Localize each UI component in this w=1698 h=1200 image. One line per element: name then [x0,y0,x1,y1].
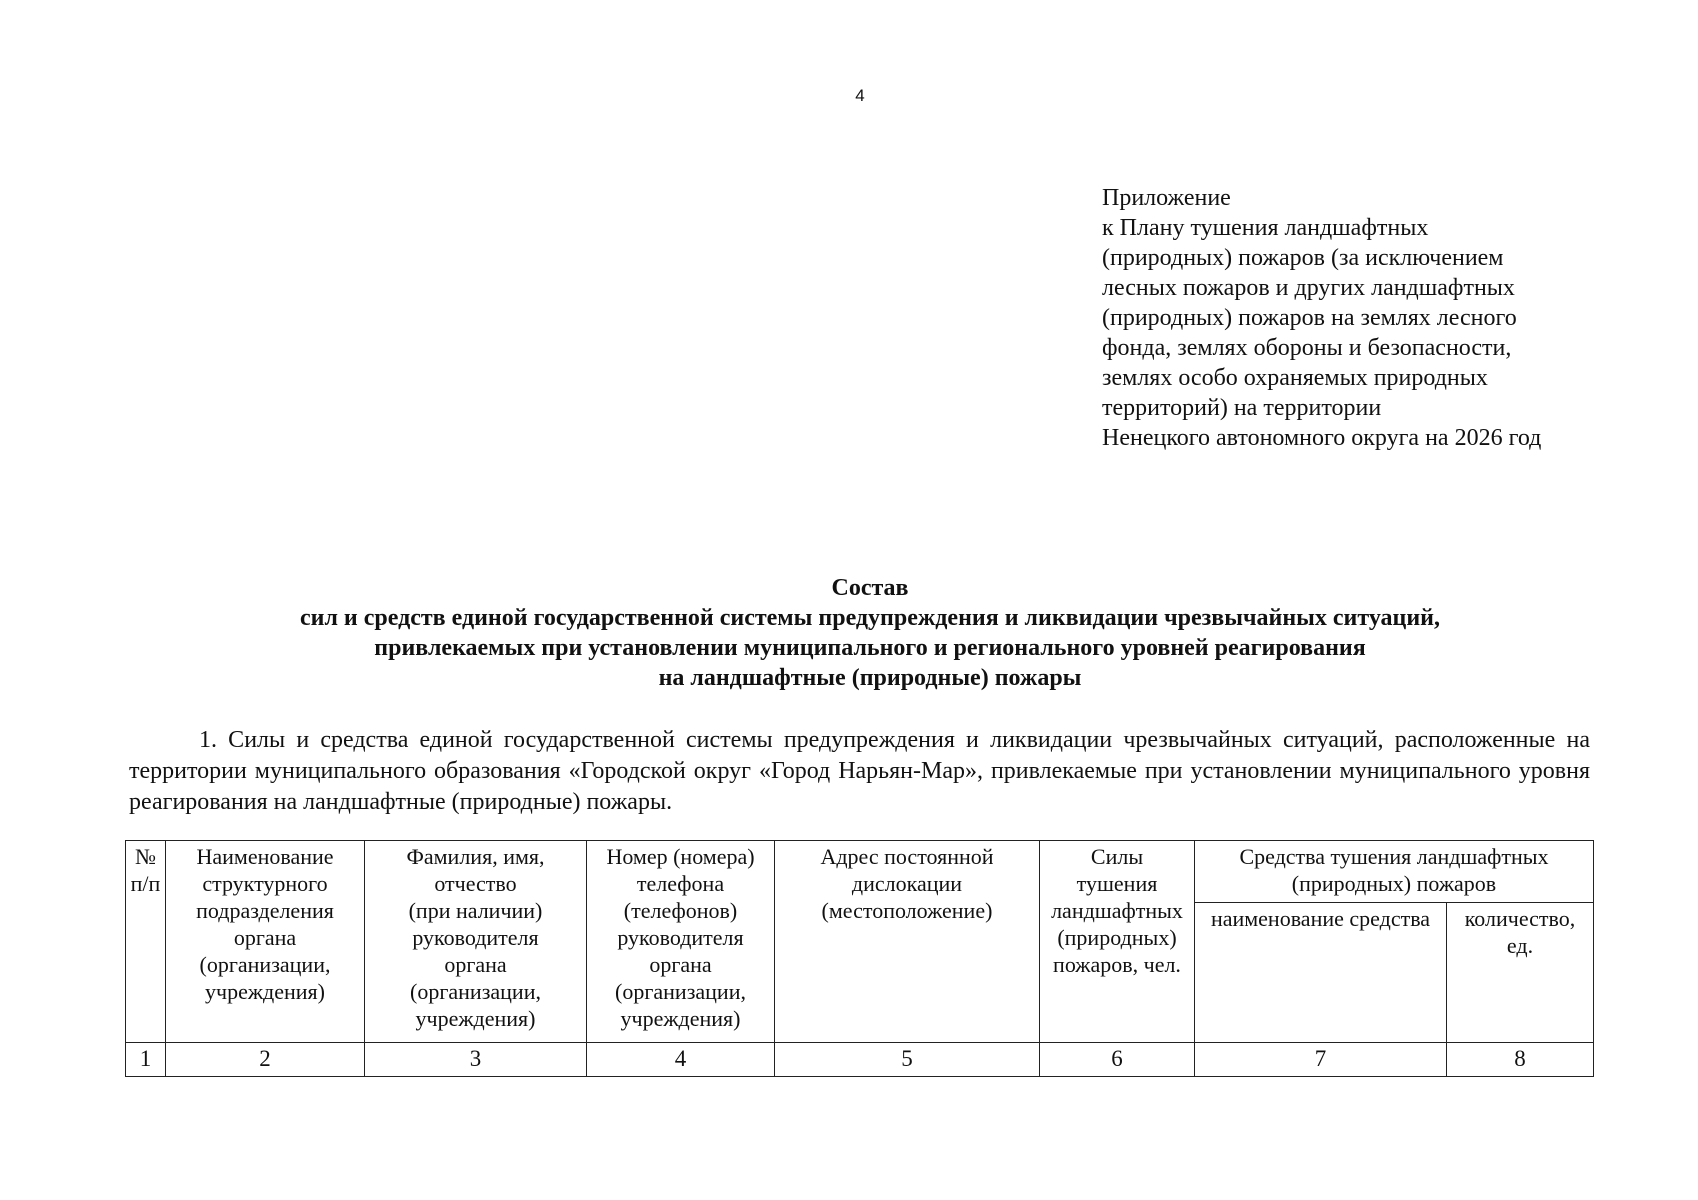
document-title [120,573,1620,693]
column-number: 4 [587,1043,775,1077]
column-number: 6 [1040,1043,1195,1077]
table-row [126,1043,1594,1077]
title-line: привлекаемых при установлении муниципального и регионального уровней реагирования [374,635,1366,661]
appendix-line: фонда, землях обороны и безопасности, [1102,335,1512,361]
header-means-name: наименование средства [1195,903,1447,1043]
column-number: 5 [775,1043,1040,1077]
header-number: № п/п [126,841,166,1043]
column-number: 3 [365,1043,587,1077]
page-number: 4 [855,86,865,105]
title-line: Состав [831,575,909,601]
header-head-name: Фамилия, имя, отчество (при наличии) руководителя органа (организации, учреждения) [365,841,587,1043]
header-subdivision: Наименование структурного подразделения органа (организации, учреждения) [166,841,365,1043]
title-line: сил и средств единой государственной системы предупреждения и ликвидации чрезвычайных ситуаций, [299,605,1441,631]
header-means-quantity: количество, ед. [1447,903,1594,1043]
appendix-reference [1102,183,1622,453]
column-number: 8 [1447,1043,1594,1077]
column-number: 2 [166,1043,365,1077]
appendix-line: лесных пожаров и других ландшафтных [1102,275,1515,301]
column-number: 1 [126,1043,166,1077]
appendix-line: землях особо охраняемых природных [1102,365,1488,391]
header-phone: Номер (номера) телефона (телефонов) руководителя органа (организации, учреждения) [587,841,775,1043]
header-means-group: Средства тушения ландшафтных (природных) пожаров [1195,841,1594,903]
appendix-line: Ненецкого автономного округа на 2026 год [1102,425,1542,451]
title-line: на ландшафтные (природные) пожары [658,665,1082,691]
section-paragraph [129,725,1590,818]
appendix-line: к Плану тушения ландшафтных [1102,215,1429,241]
appendix-line: территорий) на территории [1102,395,1382,421]
paragraph-text: 1. Силы и средства единой государственной системы предупреждения и ликвидации чрезвычайных ситуаций, расположенные на территории муниципального образования «Городской округ «Город Нарьян-Мар», привлекаемые при установлении муниципального уровня реагирования на ландшафтные (природные) пожары. [129,727,1590,815]
header-forces: Силы тушения ландшафтных (природных) пожаров, чел. [1040,841,1195,1043]
header-address: Адрес постоянной дислокации (местоположение) [775,841,1040,1043]
forces-table [125,840,1594,1077]
appendix-line: Приложение [1102,185,1231,211]
appendix-line: (природных) пожаров на землях лесного [1102,305,1517,331]
column-number: 7 [1195,1043,1447,1077]
appendix-line: (природных) пожаров (за исключением [1102,245,1504,271]
